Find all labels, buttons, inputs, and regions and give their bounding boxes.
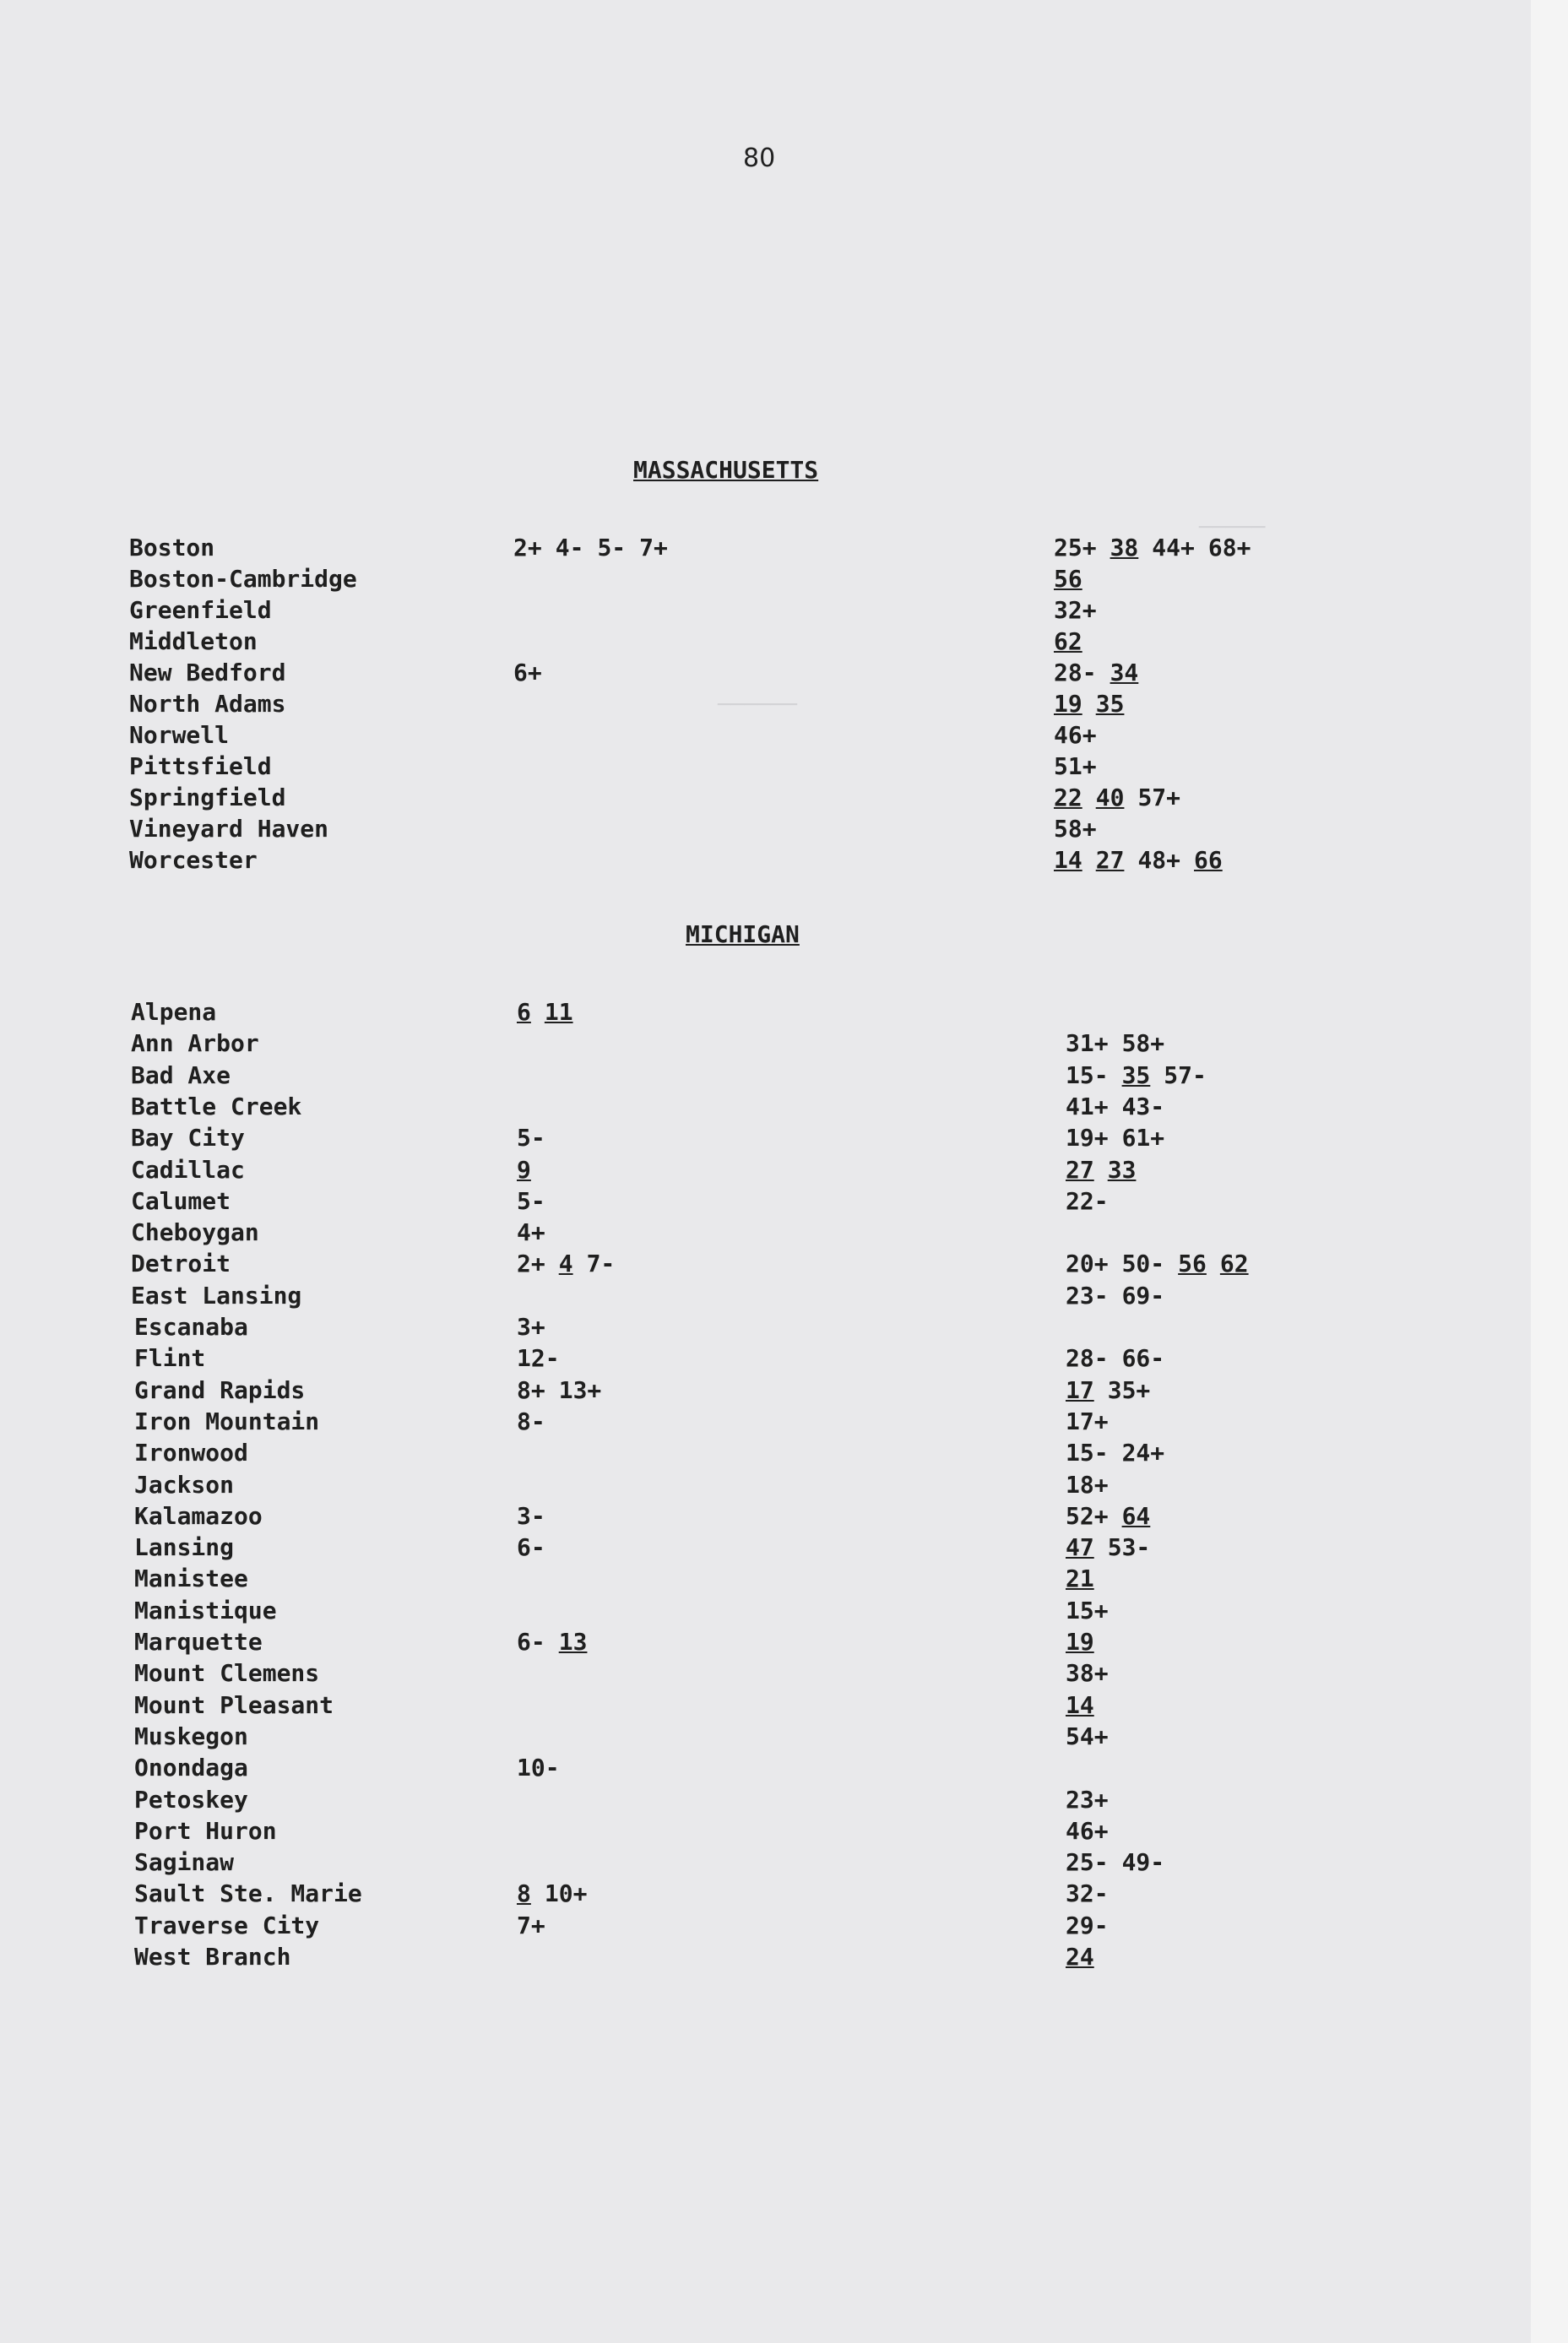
city-name: Iron Mountain <box>134 1407 320 1435</box>
table-row <box>0 1941 1531 1972</box>
code-token: 4+ <box>517 1218 545 1247</box>
table-row <box>0 1185 1531 1217</box>
code-token: 46+ <box>1066 1816 1109 1845</box>
city-name: Muskegon <box>134 1722 248 1750</box>
page-edge <box>1531 0 1568 2343</box>
code-token: 28- <box>1054 659 1097 686</box>
second-column-codes <box>1066 1060 1220 1091</box>
second-column-codes <box>1054 813 1110 844</box>
code-token: 24+ <box>1121 1439 1165 1467</box>
code-token: 53- <box>1107 1533 1151 1562</box>
first-column-codes <box>517 1626 600 1657</box>
code-token: 3- <box>517 1501 545 1530</box>
city-name: East Lansing <box>131 1281 302 1310</box>
second-column-codes <box>1054 657 1152 688</box>
page-number: 80 <box>743 144 776 173</box>
city-name: North Adams <box>129 690 286 718</box>
code-token: 35 <box>1121 1060 1151 1089</box>
first-column-codes <box>513 657 556 688</box>
table-row <box>0 1406 1531 1437</box>
code-token: 43- <box>1121 1092 1165 1120</box>
code-token: 58+ <box>1054 815 1097 843</box>
second-column-codes <box>1054 751 1110 782</box>
code-token: 15- <box>1066 1060 1109 1089</box>
second-column-codes <box>1066 1248 1262 1279</box>
second-column-codes <box>1066 1375 1164 1406</box>
code-token: 31+ <box>1066 1029 1109 1058</box>
city-name: Marquette <box>134 1628 263 1656</box>
first-column-codes <box>517 1311 559 1342</box>
second-column-codes <box>1054 782 1194 813</box>
second-column-codes <box>1066 1815 1122 1847</box>
code-token: 57- <box>1164 1060 1207 1089</box>
code-token: 51+ <box>1054 752 1097 780</box>
second-column-codes <box>1054 563 1096 594</box>
table-row <box>0 1721 1531 1752</box>
code-token: 57+ <box>1137 784 1181 811</box>
code-token: 32+ <box>1054 596 1097 624</box>
code-token: 18+ <box>1066 1470 1109 1499</box>
first-column-codes <box>517 1185 559 1217</box>
first-column-codes <box>517 1500 559 1532</box>
first-column-codes <box>517 1406 559 1437</box>
code-token: 24 <box>1066 1943 1094 1971</box>
code-token: 23- <box>1066 1281 1109 1310</box>
code-token: 27 <box>1095 846 1125 874</box>
first-column-codes <box>517 1752 573 1783</box>
table-row <box>0 1815 1531 1847</box>
city-name: Grand Rapids <box>134 1375 306 1404</box>
code-token: 44+ <box>1152 534 1195 561</box>
second-column-codes <box>1066 1657 1122 1689</box>
city-name: Alpena <box>131 998 217 1026</box>
code-token: 7- <box>586 1250 616 1278</box>
city-name: Manistique <box>134 1596 277 1624</box>
table-row <box>0 1532 1531 1563</box>
second-column-codes <box>1066 1342 1178 1374</box>
city-name: Cadillac <box>131 1155 245 1184</box>
code-token: 66- <box>1121 1344 1165 1373</box>
city-name: Saginaw <box>134 1848 235 1877</box>
code-token: 56 <box>1178 1250 1207 1278</box>
table-row <box>0 1028 1531 1059</box>
first-column-codes <box>517 1910 559 1941</box>
table-row <box>0 996 1531 1028</box>
code-token: 38 <box>1110 534 1139 561</box>
city-name: Bay City <box>131 1124 245 1153</box>
table-row <box>0 1469 1531 1500</box>
table-row <box>0 532 1531 563</box>
code-token: 33 <box>1107 1155 1137 1184</box>
bleed-through-mark: ────── <box>718 692 797 718</box>
city-name: Sault Ste. Marie <box>134 1879 362 1908</box>
code-token: 61+ <box>1121 1124 1165 1153</box>
table-row <box>0 1154 1531 1185</box>
city-name: Boston <box>129 534 215 561</box>
first-column-codes <box>517 996 587 1028</box>
code-token: 56 <box>1054 565 1082 593</box>
city-name: Greenfield <box>129 596 272 624</box>
city-name: New Bedford <box>129 659 286 686</box>
code-token: 35 <box>1095 690 1125 718</box>
code-token: 66 <box>1194 846 1223 874</box>
code-token: 4 <box>558 1250 573 1278</box>
second-column-codes <box>1066 1406 1122 1437</box>
second-column-codes <box>1066 1437 1178 1468</box>
code-token: 14 <box>1054 846 1082 874</box>
second-column-codes <box>1066 1185 1122 1217</box>
second-column-codes <box>1054 844 1236 876</box>
code-token: 21 <box>1066 1565 1094 1593</box>
second-column-codes <box>1066 1280 1178 1311</box>
second-column-codes <box>1066 1784 1122 1815</box>
code-token: 54+ <box>1066 1722 1109 1750</box>
code-token: 23+ <box>1066 1785 1109 1814</box>
city-name: Norwell <box>129 721 230 749</box>
table-row <box>0 626 1531 657</box>
code-token: 9 <box>517 1155 531 1184</box>
code-token: 15+ <box>1066 1596 1109 1624</box>
code-token: 10+ <box>544 1879 588 1908</box>
code-token: 4- <box>555 534 584 561</box>
city-name: Traverse City <box>134 1911 320 1939</box>
table-row <box>0 1563 1531 1594</box>
table-row <box>0 813 1531 844</box>
second-column-codes <box>1066 1941 1108 1972</box>
code-token: 8 <box>517 1879 531 1908</box>
table-row <box>0 782 1531 813</box>
second-column-codes <box>1066 1122 1178 1153</box>
state-heading-massachusetts: MASSACHUSETTS <box>633 456 819 484</box>
city-name: Calumet <box>131 1186 231 1215</box>
table-row <box>0 1595 1531 1626</box>
code-token: 14 <box>1066 1690 1094 1719</box>
code-token: 47 <box>1066 1533 1094 1562</box>
table-row <box>0 1217 1531 1248</box>
first-column-codes <box>517 1122 559 1153</box>
second-column-codes <box>1066 1595 1122 1626</box>
code-token: 48+ <box>1137 846 1181 874</box>
city-name: Port Huron <box>134 1816 277 1845</box>
code-token: 58+ <box>1121 1029 1165 1058</box>
code-token: 34 <box>1110 659 1139 686</box>
city-name: Battle Creek <box>131 1092 302 1120</box>
second-column-codes <box>1054 532 1264 563</box>
code-token: 12- <box>517 1344 560 1373</box>
second-column-codes <box>1066 1878 1122 1909</box>
table-row <box>0 1689 1531 1721</box>
table-row <box>0 751 1531 782</box>
second-column-codes <box>1066 1626 1108 1657</box>
code-token: 69- <box>1121 1281 1165 1310</box>
code-token: 10- <box>517 1754 560 1782</box>
code-token: 40 <box>1095 784 1125 811</box>
second-column-codes <box>1066 1689 1108 1721</box>
city-name: Petoskey <box>134 1785 248 1814</box>
table-row <box>0 1500 1531 1532</box>
table-row <box>0 1626 1531 1657</box>
table-row <box>0 563 1531 594</box>
code-token: 19+ <box>1066 1124 1109 1153</box>
second-column-codes <box>1054 719 1110 751</box>
first-column-codes <box>517 1532 559 1563</box>
second-column-codes <box>1066 1154 1149 1185</box>
city-name: Manistee <box>134 1565 248 1593</box>
city-name: Ann Arbor <box>131 1029 259 1058</box>
city-name: Lansing <box>134 1533 235 1562</box>
table-row <box>0 1342 1531 1374</box>
city-name: Worcester <box>129 846 258 874</box>
second-column-codes <box>1066 1721 1122 1752</box>
code-token: 62 <box>1054 627 1082 655</box>
table-row <box>0 1752 1531 1783</box>
second-column-codes <box>1066 1847 1178 1878</box>
table-row <box>0 1437 1531 1468</box>
city-name: Onondaga <box>134 1754 248 1782</box>
code-token: 28- <box>1066 1344 1109 1373</box>
city-name: Kalamazoo <box>134 1501 263 1530</box>
table-row <box>0 1657 1531 1689</box>
code-token: 50- <box>1121 1250 1165 1278</box>
code-token: 62 <box>1219 1250 1249 1278</box>
code-token: 7+ <box>639 534 668 561</box>
code-token: 19 <box>1066 1628 1094 1656</box>
code-token: 25- <box>1066 1848 1109 1877</box>
second-column-codes <box>1066 1028 1178 1059</box>
table-row <box>0 594 1531 626</box>
city-name: West Branch <box>134 1943 291 1971</box>
code-token: 2+ <box>513 534 542 561</box>
second-column-codes <box>1054 626 1096 657</box>
table-row <box>0 688 1531 719</box>
city-name: Middleton <box>129 627 258 655</box>
code-token: 68+ <box>1207 534 1251 561</box>
second-column-codes <box>1066 1532 1164 1563</box>
table-row <box>0 844 1531 876</box>
code-token: 5- <box>597 534 627 561</box>
table-row <box>0 657 1531 688</box>
city-name: Pittsfield <box>129 752 272 780</box>
code-token: 27 <box>1066 1155 1094 1184</box>
bleed-through-mark: ───── <box>1199 515 1266 540</box>
first-column-codes <box>517 1154 545 1185</box>
second-column-codes <box>1066 1563 1108 1594</box>
code-token: 6- <box>517 1533 545 1562</box>
first-column-codes <box>517 1248 628 1279</box>
first-column-codes <box>517 1878 600 1909</box>
table-row <box>0 1280 1531 1311</box>
city-name: Springfield <box>129 784 286 811</box>
second-column-codes <box>1066 1469 1122 1500</box>
code-token: 29- <box>1066 1911 1109 1939</box>
code-token: 22 <box>1054 784 1082 811</box>
code-token: 17+ <box>1066 1407 1109 1435</box>
city-name: Mount Clemens <box>134 1659 320 1688</box>
table-row <box>0 1122 1531 1153</box>
code-token: 6 <box>517 998 531 1026</box>
code-token: 32- <box>1066 1879 1109 1908</box>
table-row <box>0 1311 1531 1342</box>
city-name: Escanaba <box>134 1313 248 1341</box>
code-token: 11 <box>544 998 573 1026</box>
first-column-codes <box>513 532 681 563</box>
code-token: 38+ <box>1066 1659 1109 1688</box>
second-column-codes <box>1054 594 1110 626</box>
table-row <box>0 1847 1531 1878</box>
code-token: 13+ <box>558 1375 602 1404</box>
code-token: 8+ <box>517 1375 545 1404</box>
city-name: Mount Pleasant <box>134 1690 334 1719</box>
city-name: Ironwood <box>134 1439 248 1467</box>
code-token: 52+ <box>1066 1501 1109 1530</box>
second-column-codes <box>1066 1500 1164 1532</box>
code-token: 7+ <box>517 1911 545 1939</box>
second-column-codes <box>1066 1910 1122 1941</box>
code-token: 8- <box>517 1407 545 1435</box>
table-row <box>0 1060 1531 1091</box>
code-token: 5- <box>517 1124 545 1153</box>
city-name: Flint <box>134 1344 206 1373</box>
code-token: 46+ <box>1054 721 1097 749</box>
table-row <box>0 1878 1531 1909</box>
table-row <box>0 1784 1531 1815</box>
code-token: 22- <box>1066 1186 1109 1215</box>
code-token: 20+ <box>1066 1250 1109 1278</box>
state-heading-michigan: MICHIGAN <box>686 920 800 948</box>
code-token: 2+ <box>517 1250 545 1278</box>
code-token: 3+ <box>517 1313 545 1341</box>
code-token: 6- <box>517 1628 545 1656</box>
code-token: 5- <box>517 1186 545 1215</box>
city-name: Jackson <box>134 1470 235 1499</box>
second-column-codes <box>1066 1091 1178 1122</box>
first-column-codes <box>517 1342 573 1374</box>
table-row <box>0 1091 1531 1122</box>
code-token: 19 <box>1054 690 1082 718</box>
second-column-codes <box>1054 688 1137 719</box>
code-token: 35+ <box>1107 1375 1151 1404</box>
table-row <box>0 1910 1531 1941</box>
code-token: 17 <box>1066 1375 1094 1404</box>
code-token: 6+ <box>513 659 542 686</box>
table-row <box>0 1248 1531 1279</box>
code-token: 13 <box>558 1628 588 1656</box>
table-row <box>0 1375 1531 1406</box>
first-column-codes <box>517 1217 559 1248</box>
code-token: 25+ <box>1054 534 1097 561</box>
city-name: Vineyard Haven <box>129 815 329 843</box>
first-column-codes <box>517 1375 615 1406</box>
code-token: 49- <box>1121 1848 1165 1877</box>
city-name: Detroit <box>131 1250 231 1278</box>
city-name: Boston-Cambridge <box>129 565 357 593</box>
code-token: 41+ <box>1066 1092 1109 1120</box>
code-token: 64 <box>1121 1501 1151 1530</box>
table-row <box>0 719 1531 751</box>
code-token: 15- <box>1066 1439 1109 1467</box>
city-name: Bad Axe <box>131 1060 231 1089</box>
city-name: Cheboygan <box>131 1218 259 1247</box>
